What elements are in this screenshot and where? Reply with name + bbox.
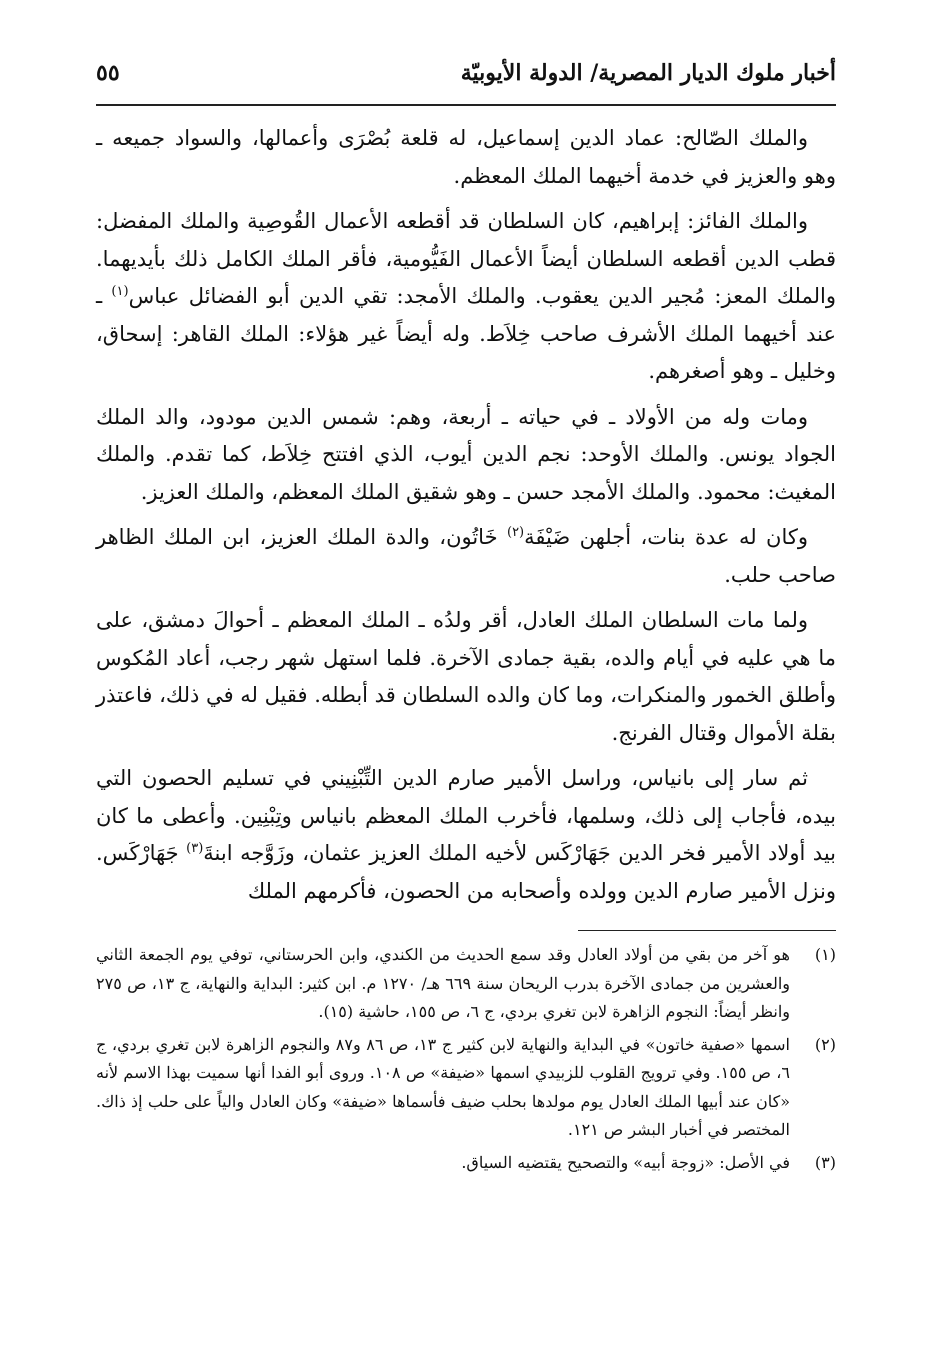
paragraph-text: والملك الفائز: إبراهيم، كان السلطان قد أقطعه الأعمال القُوصِية والملك المفضل: قطب الدين أقطعه السلطان أيضاً الأعمال الفَيُّومية، فأقر الملك الكامل ذلك بأيديهما. والملك المعز: مُجير الدين يعقوب. والملك الأمجد: تقي الدين أبو الفضائل عباس xyxy=(96,209,836,308)
footnote-text: هو آخر من بقي من أولاد العادل وقد سمع الحديث من الكندي، وابن الحرستاني، توفي يوم الجمعة الثاني والعشرين من جمادى الآخرة بدرب الريحان سنة ٦٦٩ هـ/ ١٢٧٠ م. ابن كثير: البداية والنهاية، ج ١٣، ص ٢٧٥ وانظر أيضاً: النجوم الزاهرة لابن تغري بردي، ج ٦، ص ١٥٥، حاشية (١٥). xyxy=(96,945,791,1021)
book-page xyxy=(96,60,836,1350)
paragraph-text: خَاتُون، والدة الملك العزيز، ابن الملك الظاهر صاحب حلب. xyxy=(96,525,836,587)
footnote-reference[interactable]: (٣) xyxy=(186,841,204,856)
page-header xyxy=(96,60,836,106)
main-text xyxy=(96,120,836,910)
footnote-divider xyxy=(578,930,836,931)
paragraph xyxy=(96,760,836,910)
running-title: أخبار ملوك الديار المصرية/ الدولة الأيوبيّة xyxy=(460,60,836,86)
footnote-reference[interactable]: (١) xyxy=(111,284,129,299)
paragraph xyxy=(96,399,836,512)
footnote-reference[interactable]: (٢) xyxy=(506,525,525,540)
footnote xyxy=(96,941,836,1027)
paragraph-text: ومات وله من الأولاد ـ في حياته ـ أربعة، وهم: شمس الدين مودود، والد الملك الجواد يونس. والملك الأوحد: نجم الدين أيوب، الذي افتتح خِلاَط، كما تقدم. والملك المغيث: محمود. والملك الأمجد حسن ـ وهو شقيق الملك المعظم، والملك العزيز. xyxy=(96,404,836,504)
footnote-number: (١) xyxy=(814,945,836,964)
paragraph-text: ولما مات السلطان الملك العادل، أقر ولدُه ـ الملك المعظم ـ أحوالَ دمشق، على ما هي عليه في أيام والده، بقية جمادى الآخرة. فلما استهل شهر رجب، أعاد المُكوس وأطلق الخمور والمنكرات، وما كان والده السلطان قد أبطله. فقيل له في ذلك، فاعتذر بقلة الأموال وقتال الفرنج. xyxy=(96,608,836,745)
paragraph-text: وكان له عدة بنات، أجلهن ضَيْفَة xyxy=(524,525,808,549)
paragraph-text: ثم سار إلى بانياس، وراسل الأمير صارم الدين التِّبْنِيني في تسليم الحصون التي بيده، فأجاب إلى ذلك، وسلمها، فأخرب الملك المعظم بانياس وتِبْنِين. وأعطى ما كان بيد أولاد الأمير فخر الدين جَهَارْكَس لأخيه الملك العزيز عثمان، وزَوَّجه ابنةَ xyxy=(96,766,836,865)
footnote-number: (٢) xyxy=(814,1034,836,1054)
footnote-text: اسمها «صفية خاتون» في البداية والنهاية لابن كثير ج ١٣، ص ٨٦ و٨٧ والنجوم الزاهرة لابن تغري بردي، ج ٦، ص ١٥٥. وفي ترويج القلوب للزبيدي اسمها «ضيفة» ص ١٠٨. وروى أبو الفدا أنها سميت بهذا الاسم لأنه «كان عند أبيها الملك العادل يوم مولدها بحلب ضيف فأسماها «ضيفة» وكان العادل والياً على حلب إذ ذاك. المختصر في أخبار البشر ص ١٢١. xyxy=(96,1034,790,1139)
paragraph-text: والملك الصّالح: عماد الدين إسماعيل، له قلعة بُصْرَى وأعمالها، والسواد جميعه ـ وهو والعزيز في خدمة أخيهما الملك المعظم. xyxy=(96,126,836,188)
paragraph-text: جَهَارْكَس. ونزل الأمير صارم الدين وولده وأصحابه من الحصون، فأكرمهم الملك xyxy=(96,841,836,903)
footnote-text: في الأصل: «زوجة أبيه» والتصحيح يقتضيه السياق. xyxy=(461,1152,790,1172)
paragraph xyxy=(96,120,836,195)
footnote xyxy=(96,1149,836,1178)
paragraph xyxy=(96,519,836,594)
page-number: ٥٥ xyxy=(96,60,120,86)
paragraph-text: ـ عند أخيهما الملك الأشرف صاحب خِلاَط. وله أيضاً غير هؤلاء: الملك القاهر: إسحاق، وخليل ـ وهو أصغرهم. xyxy=(96,284,836,383)
footnote-number: (٣) xyxy=(814,1152,836,1172)
footnote xyxy=(96,1031,836,1145)
paragraph xyxy=(96,203,836,391)
footnotes xyxy=(96,941,836,1177)
paragraph xyxy=(96,602,836,752)
